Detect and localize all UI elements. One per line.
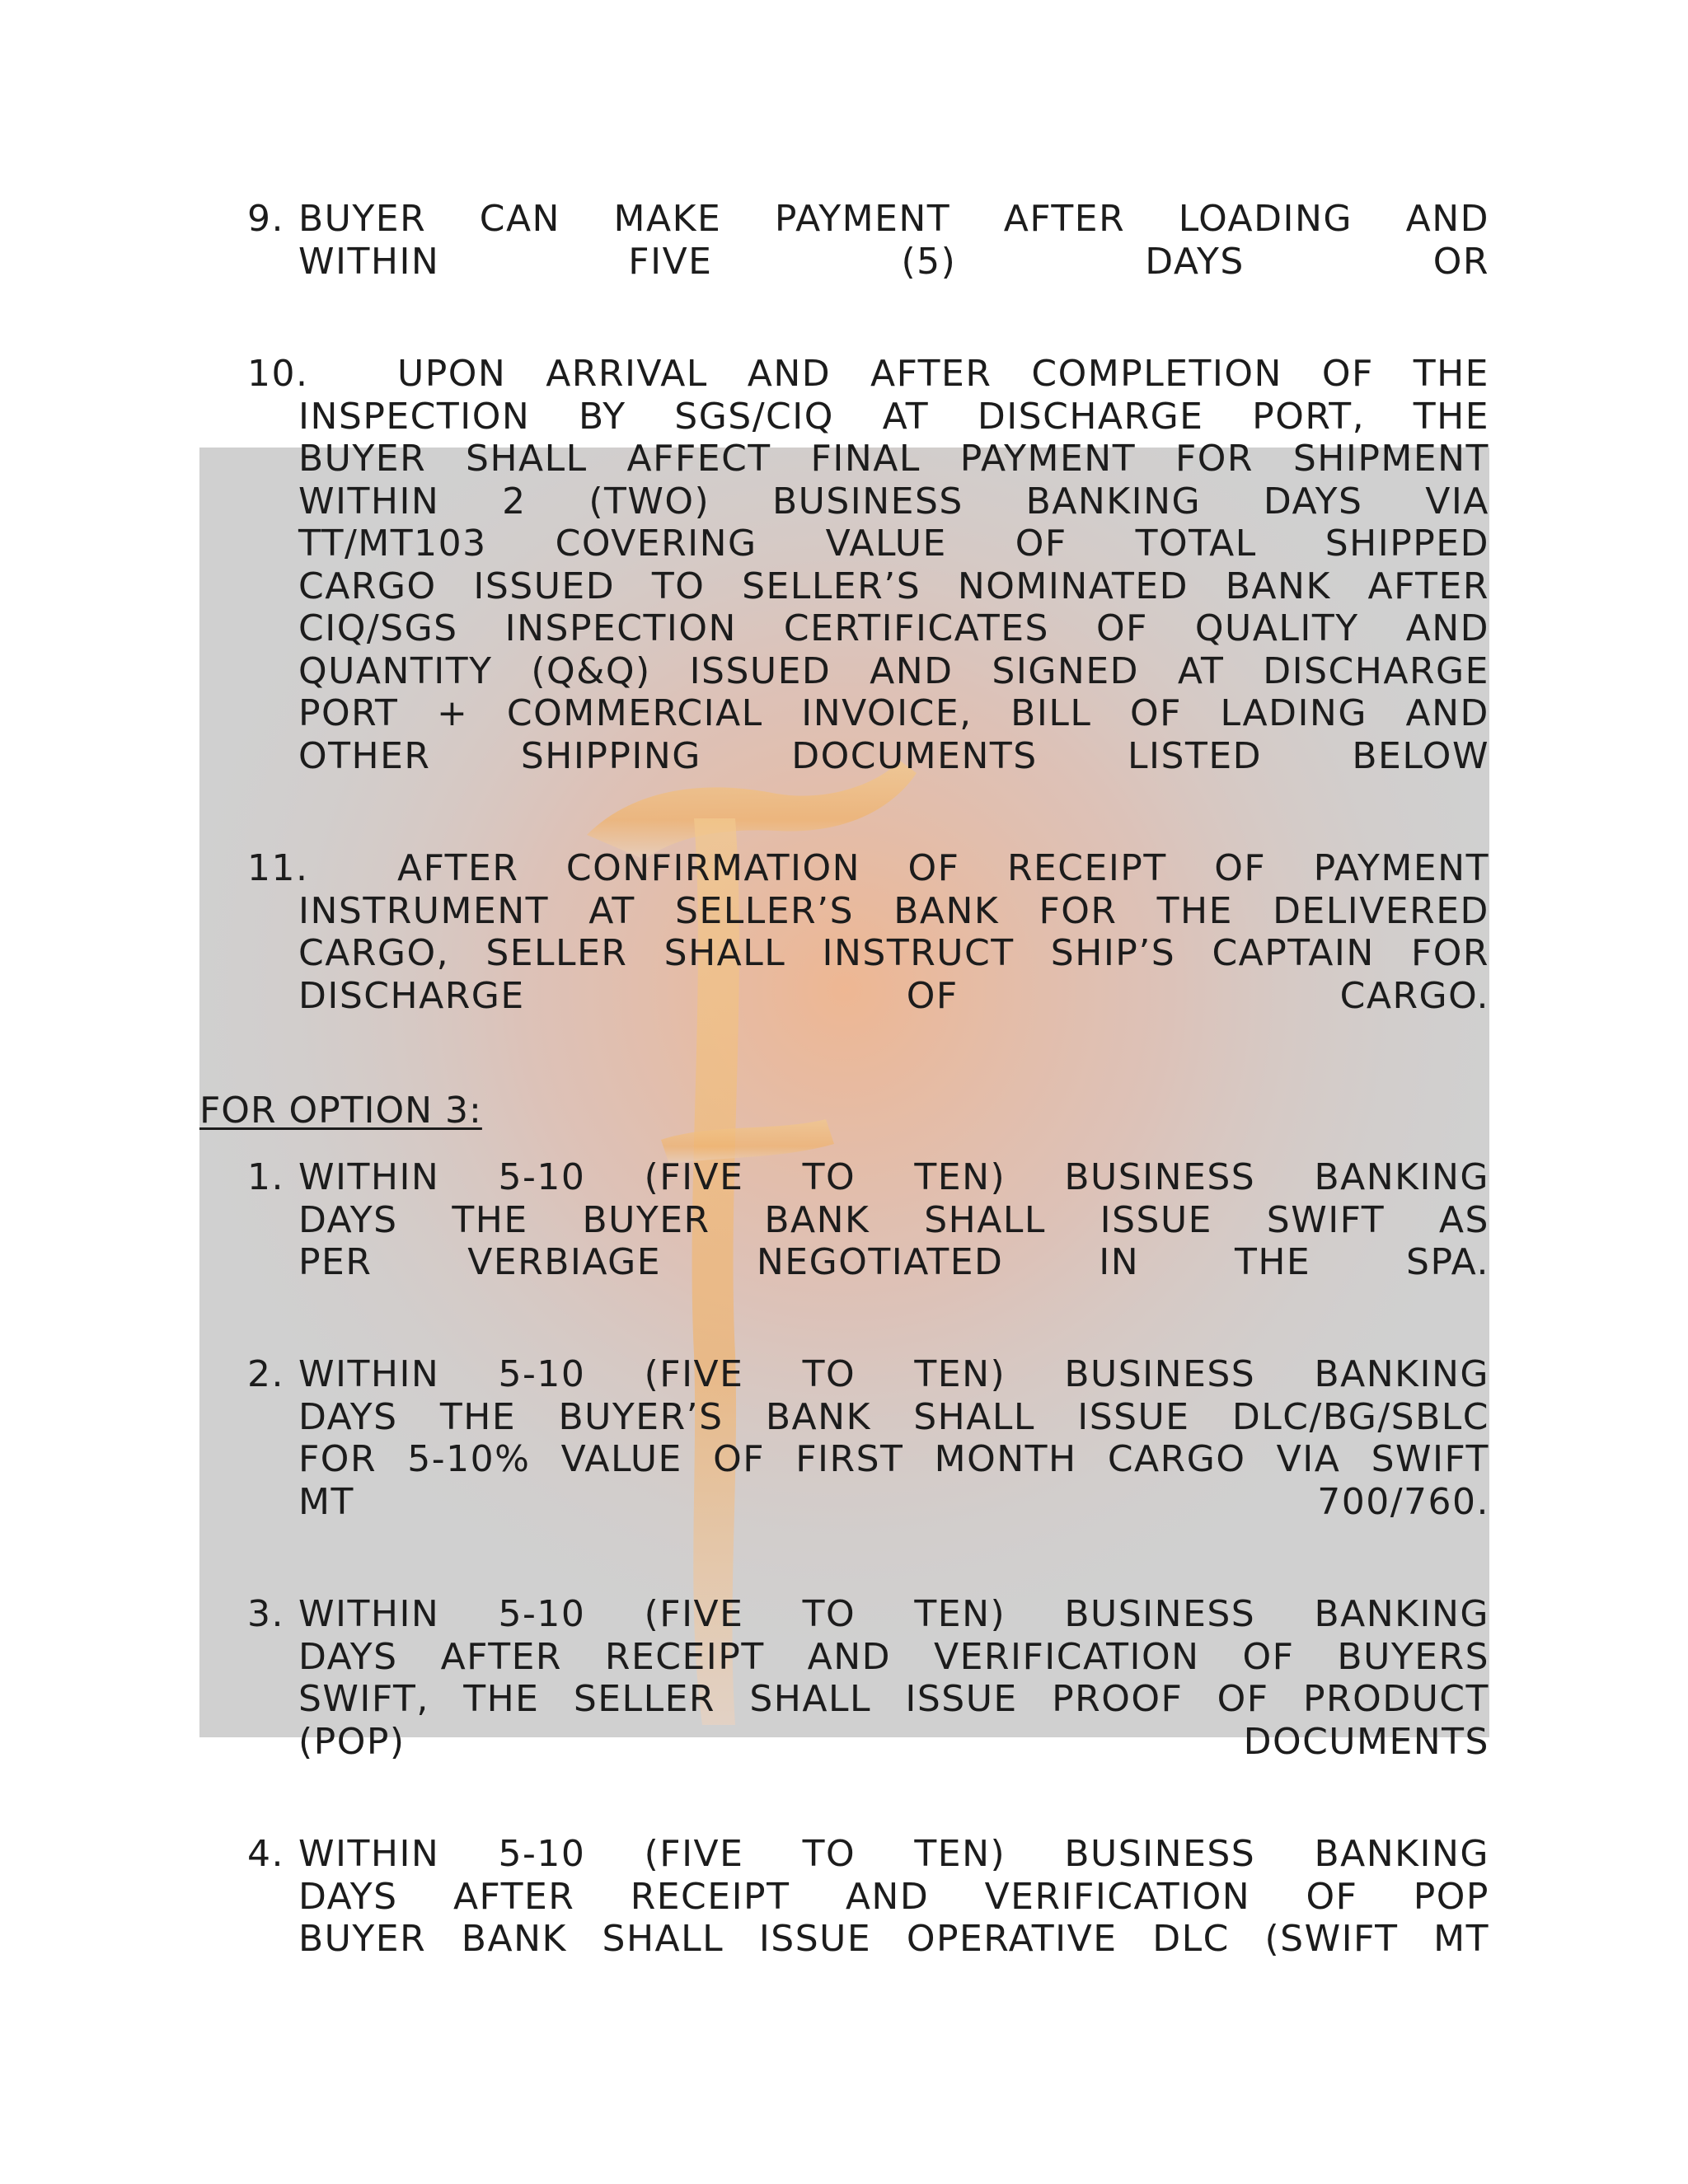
word: DELIVERED bbox=[1273, 889, 1489, 932]
word: (SWIFT bbox=[1264, 1918, 1399, 1960]
word: FOR bbox=[1410, 932, 1489, 974]
word: WITHIN bbox=[298, 1353, 440, 1395]
item-line bbox=[298, 1833, 1489, 1876]
word: THE bbox=[1413, 395, 1489, 438]
item-number: 2. bbox=[247, 1353, 284, 1395]
word: INSTRUCT bbox=[822, 932, 1015, 974]
word: SHIPPED bbox=[1325, 523, 1489, 565]
word: TEN) bbox=[914, 1353, 1006, 1395]
word: AND bbox=[807, 1635, 892, 1678]
word: MAKE bbox=[613, 198, 722, 240]
item-number: 11. bbox=[247, 847, 309, 889]
word: BUYER bbox=[298, 1918, 427, 1960]
word: BUSINESS bbox=[1064, 1833, 1256, 1875]
item-line bbox=[298, 523, 1489, 565]
word: WITHIN bbox=[298, 1593, 440, 1635]
word: 700/760. bbox=[1317, 1480, 1489, 1523]
word: SELLER’S bbox=[742, 565, 921, 607]
word: QUALITY bbox=[1194, 607, 1359, 649]
word: AFTER bbox=[870, 353, 992, 395]
word: BUYER bbox=[582, 1198, 710, 1241]
word: BUSINESS bbox=[1064, 1156, 1256, 1198]
word: RECEIPT bbox=[604, 1635, 765, 1678]
word: LOADING bbox=[1178, 198, 1353, 240]
word: OF bbox=[1129, 692, 1182, 734]
word: + bbox=[436, 692, 469, 734]
word: FIVE bbox=[628, 240, 713, 283]
item-line bbox=[397, 847, 1489, 890]
word: QUANTITY bbox=[298, 649, 493, 692]
word: ARRIVAL bbox=[546, 353, 708, 395]
word: AFTER bbox=[397, 847, 519, 889]
word: SGS/CIQ bbox=[674, 395, 834, 438]
word: OTHER bbox=[298, 734, 431, 777]
word: OF bbox=[1321, 353, 1374, 395]
word: THE bbox=[1234, 1241, 1311, 1283]
word: THE bbox=[463, 1678, 540, 1720]
item-line bbox=[298, 1721, 1489, 1764]
word: OR bbox=[1432, 240, 1489, 283]
word: BUSINESS bbox=[771, 480, 964, 523]
word: SHIPMENT bbox=[1292, 438, 1489, 480]
word: BUSINESS bbox=[1064, 1593, 1256, 1635]
word: FOR bbox=[1039, 889, 1118, 932]
word: THE bbox=[452, 1198, 528, 1241]
word: SHALL bbox=[466, 438, 588, 480]
word: DISCHARGE bbox=[298, 974, 525, 1017]
item-number: 9. bbox=[247, 198, 284, 240]
word: BUYER’S bbox=[558, 1395, 724, 1438]
word: FIRST bbox=[795, 1438, 904, 1480]
item-number: 3. bbox=[247, 1593, 284, 1635]
list-item bbox=[247, 198, 1489, 283]
word: BELOW bbox=[1352, 734, 1489, 777]
word: DLC bbox=[1152, 1918, 1230, 1960]
word: BANKING bbox=[1314, 1353, 1489, 1395]
word: DAYS bbox=[298, 1395, 398, 1438]
list-item bbox=[247, 1593, 1489, 1763]
word: ISSUE bbox=[758, 1918, 872, 1960]
word: MT bbox=[298, 1480, 354, 1523]
word: SELLER’S bbox=[674, 889, 855, 932]
word: THE bbox=[1413, 353, 1489, 395]
word: CARGO. bbox=[1339, 974, 1489, 1017]
word: PER bbox=[298, 1241, 373, 1283]
item-line bbox=[298, 692, 1489, 735]
item-line bbox=[298, 1353, 1489, 1396]
item-line bbox=[298, 1396, 1489, 1439]
word: SWIFT bbox=[1371, 1438, 1489, 1480]
word: VERIFICATION bbox=[934, 1635, 1200, 1678]
item-line bbox=[298, 480, 1489, 523]
word: BY bbox=[578, 395, 626, 438]
word: OF bbox=[1306, 1875, 1358, 1918]
word: THE bbox=[439, 1395, 517, 1438]
word: AFTER bbox=[1003, 198, 1126, 240]
item-line bbox=[298, 1918, 1489, 1961]
word: SPA. bbox=[1406, 1241, 1489, 1283]
word: DOCUMENTS bbox=[1243, 1720, 1489, 1763]
item-line bbox=[298, 1156, 1489, 1199]
word: INSTRUMENT bbox=[298, 889, 550, 932]
word: 5-10% bbox=[407, 1438, 531, 1480]
word: PAYMENT bbox=[774, 198, 951, 240]
word: OF bbox=[1214, 847, 1267, 889]
word: LISTED bbox=[1128, 734, 1263, 777]
item-line bbox=[298, 932, 1489, 975]
list-item bbox=[247, 847, 1489, 1017]
item-line bbox=[298, 1876, 1489, 1919]
list-item bbox=[247, 1833, 1489, 1961]
word: SHALL bbox=[749, 1678, 871, 1720]
word: DAYS bbox=[1145, 240, 1245, 283]
item-line bbox=[298, 241, 1489, 284]
word: ISSUED bbox=[473, 565, 616, 607]
word: AT bbox=[882, 395, 930, 438]
word: AT bbox=[1177, 649, 1225, 692]
word: WITHIN bbox=[298, 1156, 440, 1198]
word: MONTH bbox=[934, 1438, 1077, 1480]
word: BANK bbox=[461, 1918, 567, 1960]
word: 5-10 bbox=[498, 1353, 586, 1395]
word: CERTIFICATES bbox=[783, 607, 1049, 649]
word: AND bbox=[1405, 607, 1489, 649]
item-line bbox=[298, 735, 1489, 778]
word: OF bbox=[1217, 1678, 1269, 1720]
word: SWIFT, bbox=[298, 1678, 429, 1720]
word: BUYER bbox=[298, 438, 427, 480]
word: OF bbox=[1015, 523, 1067, 565]
word: SELLER bbox=[485, 932, 628, 974]
word: (FIVE bbox=[644, 1833, 744, 1875]
word: (5) bbox=[901, 240, 957, 283]
word: TT/MT103 bbox=[298, 523, 487, 565]
word: (FIVE bbox=[644, 1353, 744, 1395]
word: DOCUMENTS bbox=[791, 734, 1038, 777]
word: OF bbox=[713, 1438, 766, 1480]
word: DAYS bbox=[298, 1635, 398, 1678]
word: PORT, bbox=[1252, 395, 1366, 438]
word: PAYMENT bbox=[1313, 847, 1489, 889]
word: COMMERCIAL bbox=[506, 692, 763, 734]
word: VERBIAGE bbox=[467, 1241, 662, 1283]
word: TEN) bbox=[914, 1156, 1006, 1198]
word: CAN bbox=[479, 198, 560, 240]
word: COVERING bbox=[555, 523, 757, 565]
word: 5-10 bbox=[498, 1833, 586, 1875]
word: SHALL bbox=[602, 1918, 724, 1960]
word: SIGNED bbox=[992, 649, 1140, 692]
word: WITHIN bbox=[298, 1833, 440, 1875]
word: SWIFT bbox=[1266, 1198, 1386, 1241]
word: ISSUE bbox=[1077, 1395, 1190, 1438]
word: BUYERS bbox=[1337, 1635, 1489, 1678]
word: PAYMENT bbox=[959, 438, 1137, 480]
word: BUYER bbox=[298, 198, 427, 240]
word: TO bbox=[802, 1353, 856, 1395]
word: AND bbox=[1405, 692, 1489, 734]
word: BANK bbox=[1225, 565, 1331, 607]
word: AFTER bbox=[452, 1875, 575, 1918]
item-line bbox=[298, 1678, 1489, 1721]
word: BANKING bbox=[1314, 1156, 1489, 1198]
word: CAPTAIN bbox=[1212, 932, 1375, 974]
item-line bbox=[298, 975, 1489, 1018]
word: VERIFICATION bbox=[984, 1875, 1251, 1918]
item-line bbox=[298, 438, 1489, 480]
word: DISCHARGE bbox=[1263, 649, 1489, 692]
word: OF bbox=[1095, 607, 1148, 649]
word: PROOF bbox=[1052, 1678, 1184, 1720]
word: RECEIPT bbox=[1006, 847, 1167, 889]
list-item bbox=[247, 1353, 1489, 1523]
word: VALUE bbox=[560, 1438, 682, 1480]
item-line bbox=[298, 396, 1489, 438]
word: INSPECTION bbox=[298, 395, 531, 438]
word: 5-10 bbox=[498, 1156, 586, 1198]
word: TO bbox=[651, 565, 706, 607]
word: TO bbox=[802, 1156, 856, 1198]
list-item bbox=[247, 353, 1489, 777]
word: (POP) bbox=[298, 1720, 406, 1763]
word: TEN) bbox=[914, 1833, 1006, 1875]
word: OPERATIVE bbox=[906, 1918, 1118, 1960]
word: DAYS bbox=[1263, 480, 1363, 523]
word: PORT bbox=[298, 692, 399, 734]
word: NEGOTIATED bbox=[756, 1241, 1004, 1283]
word: RECEIPT bbox=[630, 1875, 790, 1918]
word: VALUE bbox=[825, 523, 947, 565]
word: LADING bbox=[1220, 692, 1367, 734]
word: CIQ/SGS bbox=[298, 607, 458, 649]
item-line bbox=[298, 1241, 1489, 1284]
item-line bbox=[397, 353, 1489, 396]
word: INSPECTION bbox=[504, 607, 737, 649]
list-item bbox=[247, 1156, 1489, 1284]
word: PRODUCT bbox=[1302, 1678, 1489, 1720]
word: WITHIN bbox=[298, 240, 440, 283]
item-line bbox=[298, 1199, 1489, 1242]
word: POP bbox=[1413, 1875, 1489, 1918]
item-line bbox=[298, 607, 1489, 650]
word: BANK bbox=[764, 1198, 870, 1241]
item-number: 1. bbox=[247, 1156, 284, 1198]
word: OF bbox=[906, 974, 959, 1017]
word: VIA bbox=[1425, 480, 1489, 523]
word: ISSUE bbox=[905, 1678, 1018, 1720]
word: OF bbox=[1242, 1635, 1295, 1678]
word: OF bbox=[907, 847, 960, 889]
word: BANKING bbox=[1314, 1833, 1489, 1875]
item-number: 4. bbox=[247, 1833, 284, 1875]
item-line bbox=[298, 198, 1489, 241]
word: AFTER bbox=[440, 1635, 562, 1678]
word: AT bbox=[588, 889, 635, 932]
word: IN bbox=[1099, 1241, 1140, 1283]
word: (TWO) bbox=[588, 480, 710, 523]
word: (FIVE bbox=[644, 1593, 744, 1635]
word: TOTAL bbox=[1135, 523, 1257, 565]
item-line bbox=[298, 565, 1489, 608]
word: AND bbox=[845, 1875, 930, 1918]
word: NOMINATED bbox=[957, 565, 1189, 607]
word: MT bbox=[1433, 1918, 1489, 1960]
word: BUSINESS bbox=[1064, 1353, 1256, 1395]
word: CARGO bbox=[1107, 1438, 1246, 1480]
item-line bbox=[298, 650, 1489, 693]
word: AND bbox=[870, 649, 954, 692]
word: (Q&Q) bbox=[531, 649, 651, 692]
word: CONFIRMATION bbox=[565, 847, 861, 889]
word: COMPLETION bbox=[1031, 353, 1282, 395]
word: BILL bbox=[1010, 692, 1092, 734]
word: CARGO, bbox=[298, 932, 450, 974]
word: FINAL bbox=[810, 438, 921, 480]
item-number: 10. bbox=[247, 353, 309, 395]
word: DISCHARGE bbox=[977, 395, 1204, 438]
word: FOR bbox=[1175, 438, 1254, 480]
word: ISSUE bbox=[1100, 1198, 1212, 1241]
word: SELLER bbox=[573, 1678, 715, 1720]
word: BANK bbox=[893, 889, 1000, 932]
word: BANKING bbox=[1025, 480, 1202, 523]
word: 5-10 bbox=[498, 1593, 586, 1635]
word: VIA bbox=[1276, 1438, 1341, 1480]
word: DAYS bbox=[298, 1875, 398, 1918]
item-line bbox=[298, 1481, 1489, 1524]
word: AFTER bbox=[1367, 565, 1489, 607]
item-line bbox=[298, 1593, 1489, 1636]
word: SHIPPING bbox=[520, 734, 701, 777]
word: DLC/BG/SBLC bbox=[1231, 1395, 1489, 1438]
word: FOR bbox=[298, 1438, 377, 1480]
word: 2 bbox=[502, 480, 527, 523]
word: INVOICE, bbox=[801, 692, 973, 734]
word: (FIVE bbox=[644, 1156, 744, 1198]
item-line bbox=[298, 1438, 1489, 1481]
word: BANKING bbox=[1314, 1593, 1489, 1635]
word: TO bbox=[802, 1833, 856, 1875]
word: CARGO bbox=[298, 565, 437, 607]
item-line bbox=[298, 890, 1489, 933]
word: SHALL bbox=[924, 1198, 1046, 1241]
word: ISSUED bbox=[689, 649, 832, 692]
word: AND bbox=[747, 353, 832, 395]
word: DAYS bbox=[298, 1198, 398, 1241]
word: UPON bbox=[397, 353, 507, 395]
word: SHIP’S bbox=[1050, 932, 1176, 974]
word: AS bbox=[1438, 1198, 1489, 1241]
word: SHALL bbox=[663, 932, 786, 974]
section-heading: FOR OPTION 3: bbox=[199, 1090, 482, 1132]
word: TEN) bbox=[914, 1593, 1006, 1635]
word: THE bbox=[1156, 889, 1233, 932]
word: BANK bbox=[765, 1395, 871, 1438]
item-line bbox=[298, 1636, 1489, 1679]
word: AFFECT bbox=[626, 438, 771, 480]
word: TO bbox=[802, 1593, 856, 1635]
word: WITHIN bbox=[298, 480, 440, 523]
word: AND bbox=[1405, 198, 1489, 240]
word: SHALL bbox=[913, 1395, 1035, 1438]
